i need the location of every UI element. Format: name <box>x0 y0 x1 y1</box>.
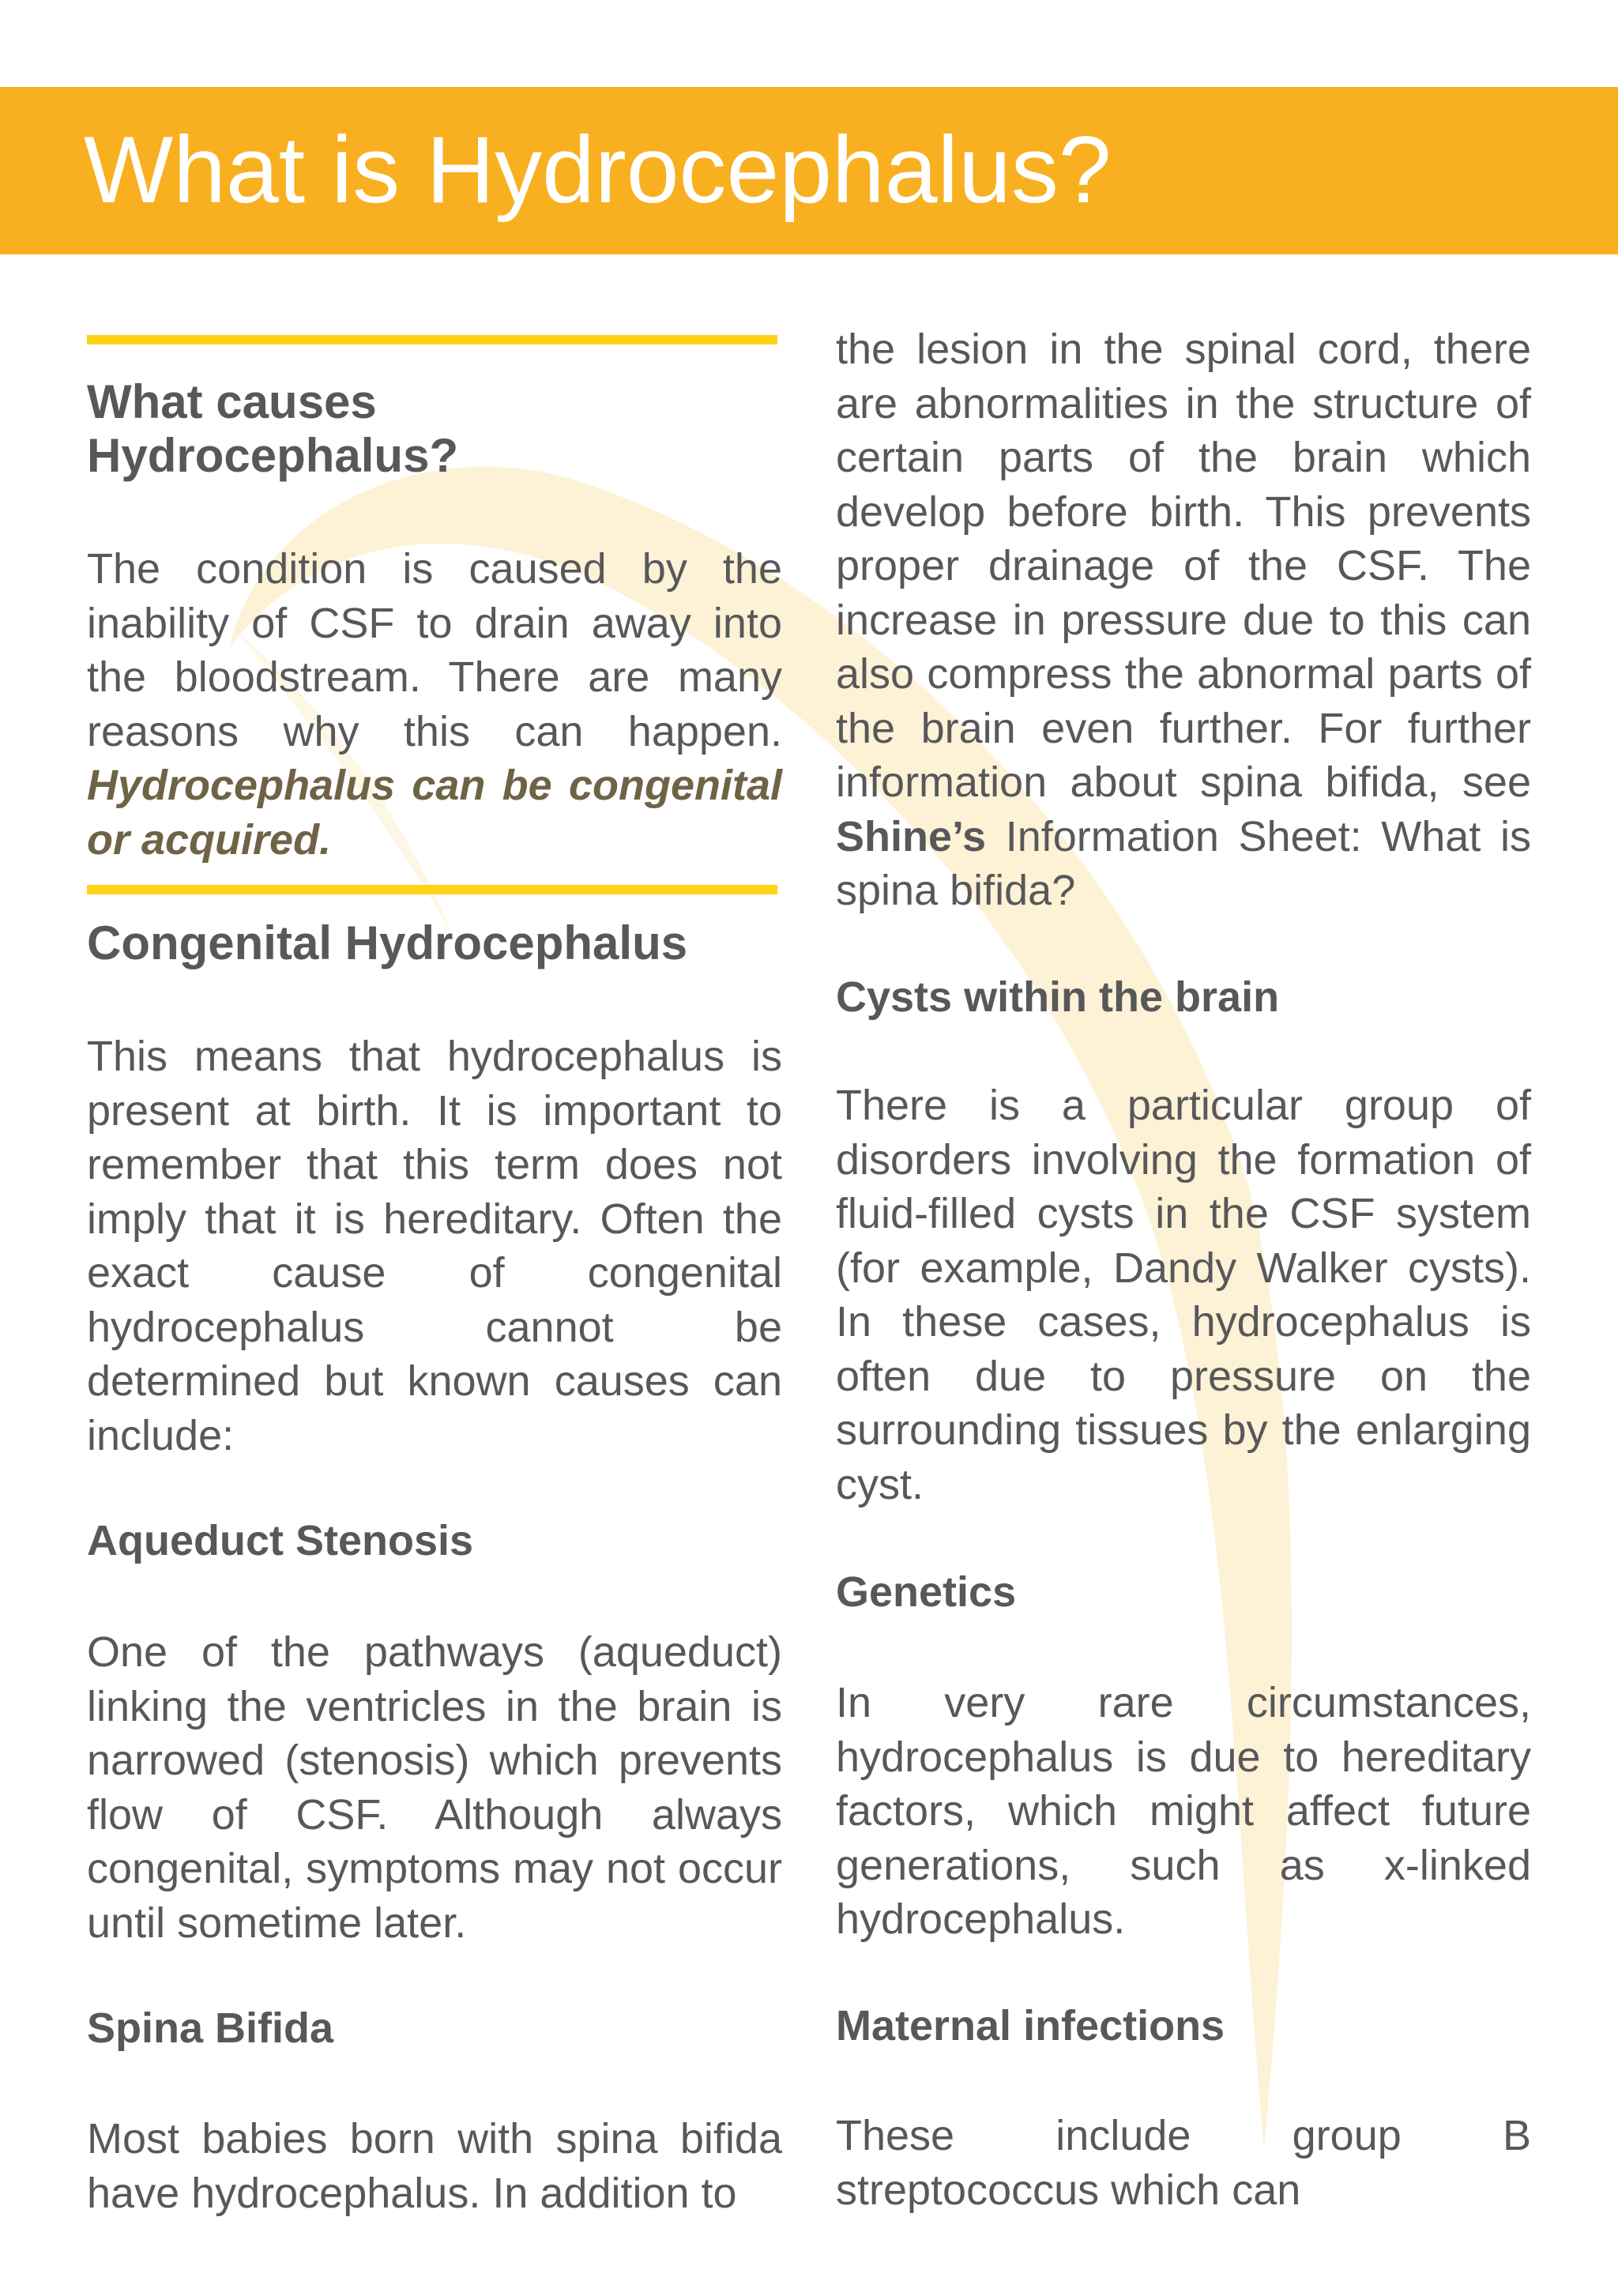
congenital-paragraph: This means that hydrocephalus is present at birth. It is important to remember that this term does not imply that it is hereditary. Often the exact cause of congenital hydrocephalus cannot be determined but known causes can include: <box>87 1033 782 1459</box>
spina-bifida-heading: Spina Bifida <box>87 2004 334 2052</box>
causes-heading-line1: What causes <box>87 375 377 428</box>
spina-continued-text: the lesion in the spinal cord, there are abnormalities in the structure of certain parts of the brain which develop before birth. This prevents proper drainage of the CSF. The increase in pressure due to this can also compress the abnormal parts of the brain even further. For further information about spina bifida, see <box>836 326 1531 806</box>
maternal-heading: Maternal infections <box>836 2002 1225 2049</box>
cysts-heading: Cysts within the brain <box>836 973 1280 1021</box>
aqueduct-heading: Aqueduct Stenosis <box>87 1517 474 1564</box>
aqueduct-paragraph: One of the pathways (aqueduct) linking the ventricles in the brain is narrowed (stenosis) which prevents flow of CSF. Although always congenital, symptoms may not occur until sometime later. <box>87 1628 782 1947</box>
causes-heading <box>87 375 458 483</box>
cysts-paragraph: There is a particular group of disorders involving the formation of fluid-filled cysts in the CSF system (for example, Dandy Walker cysts). In these cases, hydrocephalus is often due to pressure on the surrounding tissues by the enlarging cyst. <box>836 1082 1531 1508</box>
shine-label: Shine’s <box>836 812 987 860</box>
causes-paragraph <box>87 542 782 867</box>
causes-paragraph-text: The condition is caused by the inability of CSF to drain away into the bloodstream. There are many reasons why this can happen. <box>87 545 782 755</box>
causes-emphasis: Hydrocephalus can be congenital or acquired. <box>87 762 782 864</box>
section-divider-congenital <box>87 885 777 894</box>
spina-bifida-paragraph: Most babies born with spina bifida have hydrocephalus. In addition to <box>87 2115 782 2217</box>
section-divider-top <box>87 335 777 344</box>
page-title: What is Hydrocephalus? <box>84 117 1112 223</box>
spina-continued-end: Information Sheet: What is spina bifida? <box>836 812 1531 914</box>
congenital-heading: Congenital Hydrocephalus <box>87 917 688 969</box>
causes-heading-line2: Hydrocephalus? <box>87 429 459 482</box>
spina-bifida-continued-paragraph <box>836 322 1531 918</box>
maternal-paragraph: These include group B streptococcus which can <box>836 2112 1531 2214</box>
genetics-heading: Genetics <box>836 1568 1017 1616</box>
genetics-paragraph: In very rare circumstances, hydrocephalus is due to hereditary factors, which might affect future generations, such as x-linked hydrocephalus. <box>836 1679 1531 1943</box>
